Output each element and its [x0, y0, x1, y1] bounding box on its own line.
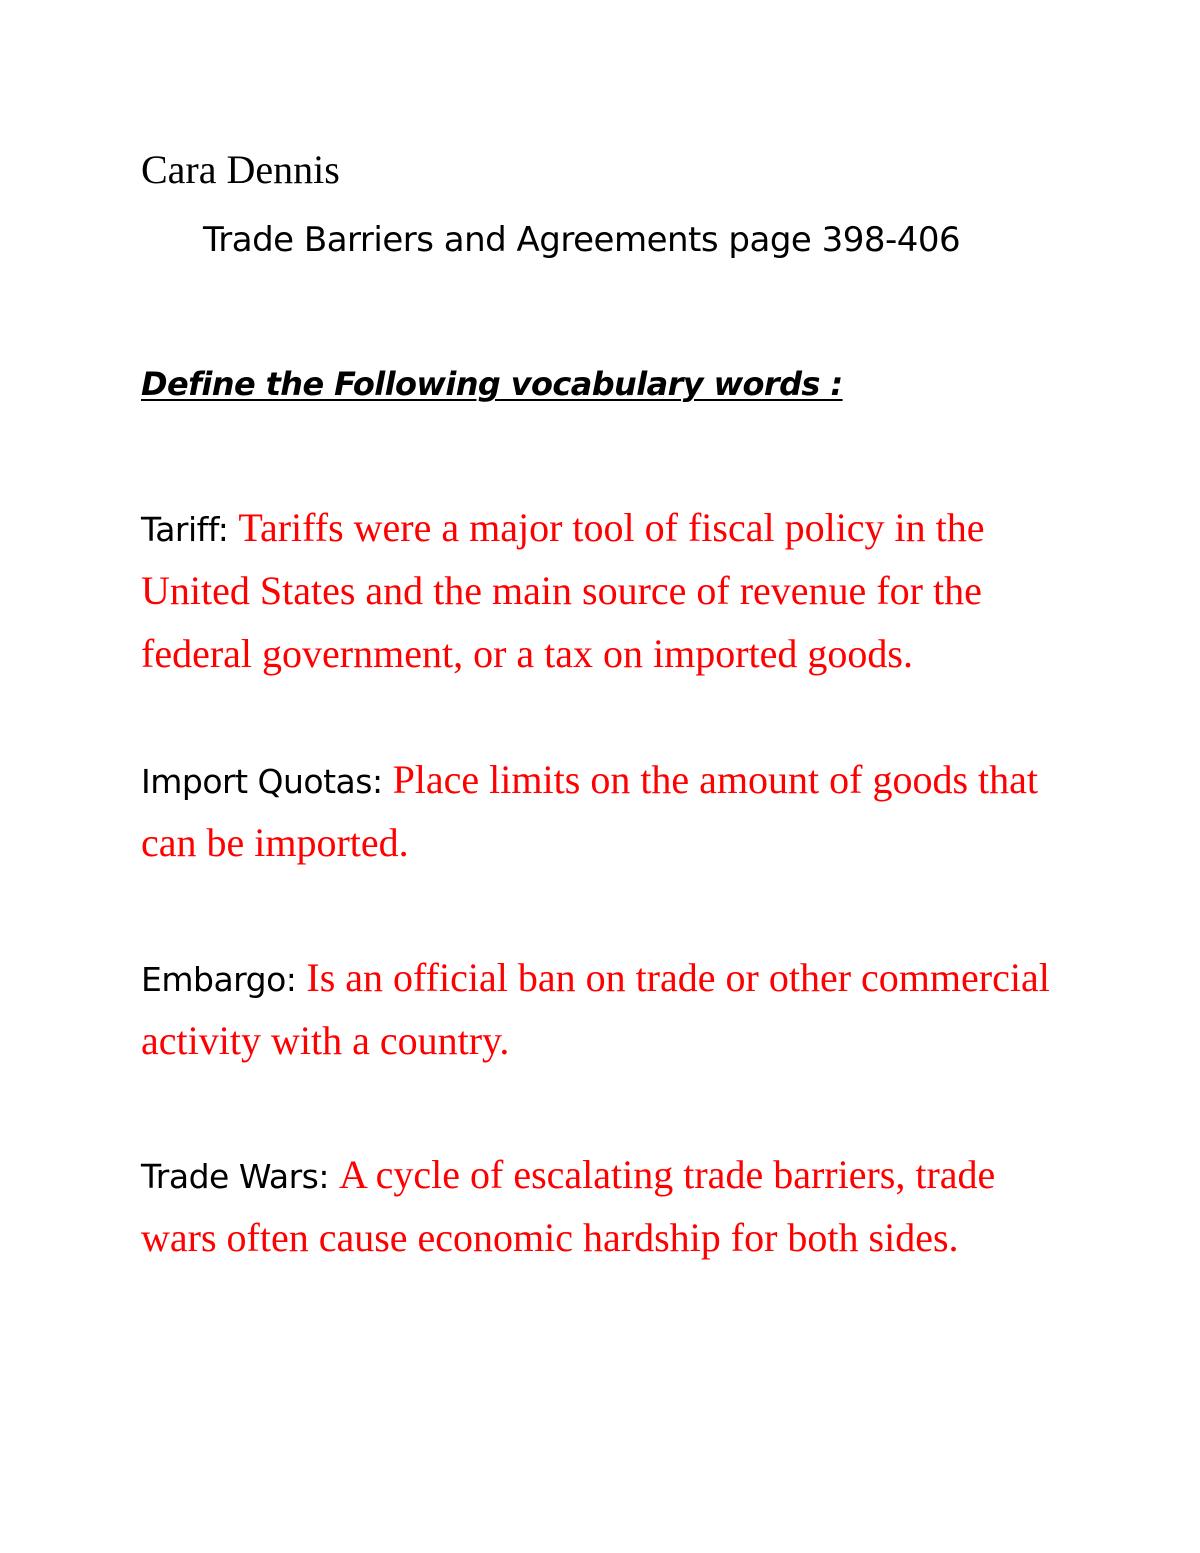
- document-title: Trade Barriers and Agreements page 398-406: [203, 220, 961, 260]
- vocab-term: Trade Wars:: [141, 1157, 339, 1196]
- vocab-definition: Is an official ban on trade or other commercial activity with a country.: [141, 955, 1050, 1063]
- vocab-term: Import Quotas:: [141, 762, 393, 801]
- vocab-entry-import-quotas: [141, 753, 1061, 879]
- vocab-definition: Tariffs were a major tool of fiscal policy in the United States and the main source of revenue for the federal government, or a tax on imported goods.: [141, 505, 985, 676]
- vocab-term: Embargo:: [141, 960, 307, 999]
- vocab-entry-trade-wars: [141, 1148, 1061, 1274]
- author-name: Cara Dennis: [141, 147, 340, 192]
- vocab-entry-tariff: [141, 501, 1061, 690]
- vocab-term: Tariff:: [141, 510, 239, 549]
- vocab-entry-embargo: [141, 951, 1061, 1077]
- vocab-definition: A cycle of escalating trade barriers, trade wars often cause economic hardship for both sides.: [141, 1152, 996, 1260]
- instruction-heading: Define the Following vocabulary words :: [141, 365, 843, 403]
- vocab-definition: Place limits on the amount of goods that can be imported.: [141, 757, 1039, 865]
